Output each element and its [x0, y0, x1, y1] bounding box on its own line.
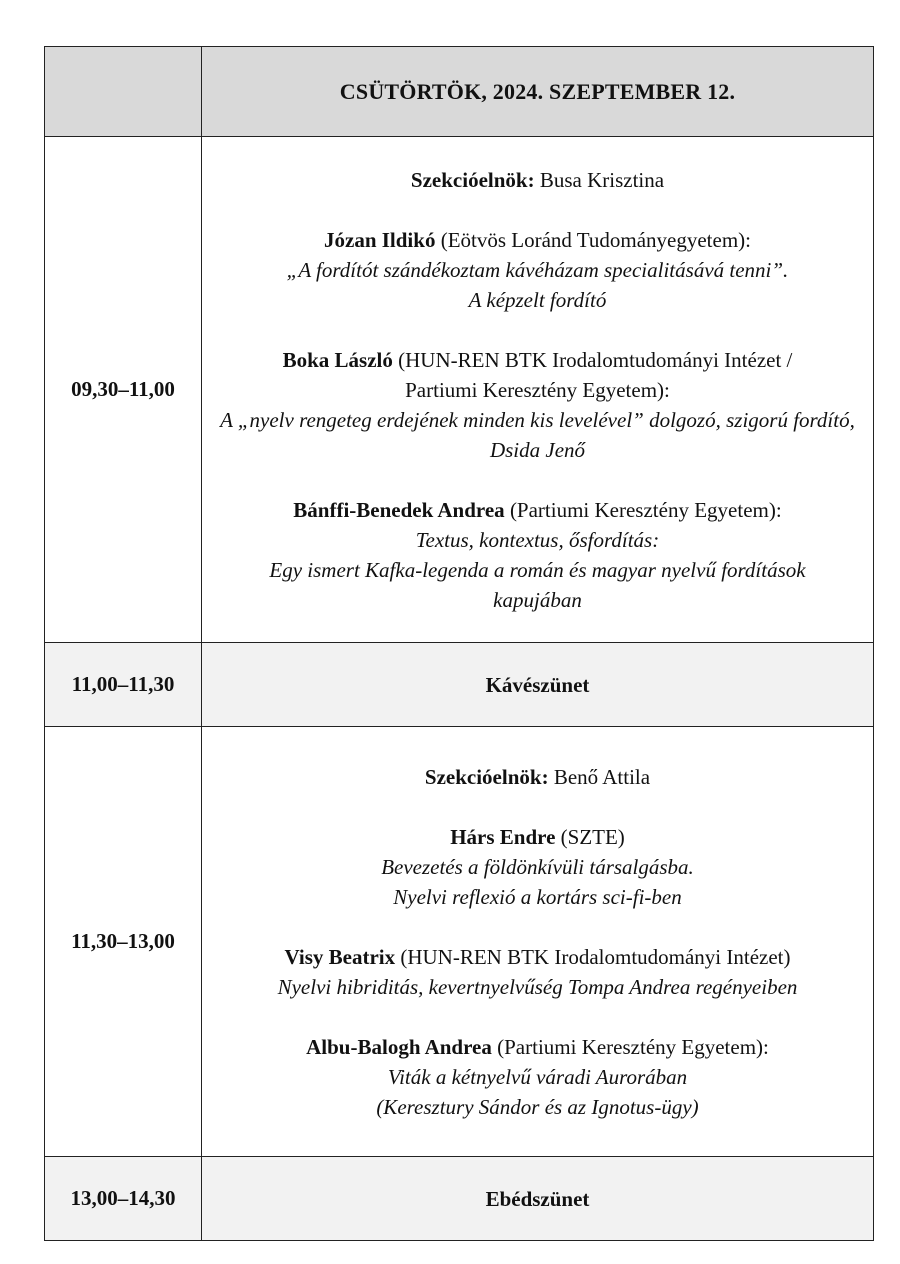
- speaker-name: Bánffi-Benedek Andrea: [293, 497, 505, 522]
- session-time: 11,30–13,00: [45, 727, 202, 1157]
- talk-title: A „nyelv rengeteg erdejének minden kis levelével” dolgozó, szigorú fordító,: [220, 407, 855, 432]
- talk-speaker-line: [202, 225, 873, 255]
- session-content: [202, 727, 874, 1157]
- speaker-name: Visy Beatrix: [284, 944, 396, 969]
- chair-name: Benő Attila: [553, 764, 651, 789]
- speaker-affiliation: (Eötvös Loránd Tudományegyetem):: [440, 227, 751, 252]
- talk: [202, 225, 873, 315]
- break-row: [45, 643, 874, 727]
- talk-title: „A fordítót szándékoztam kávéházam specialitásává tenni”.: [286, 257, 789, 282]
- session-chair: [202, 762, 873, 792]
- speaker-affiliation: (HUN-REN BTK Irodalomtudományi Intézet /: [398, 347, 793, 372]
- day-title: CSÜTÖRTÖK, 2024. SZEPTEMBER 12.: [339, 78, 736, 104]
- speaker-affiliation: Partiumi Keresztény Egyetem):: [405, 377, 670, 402]
- break-label: Kávészünet: [202, 643, 874, 727]
- talk: [202, 822, 873, 912]
- speaker-name: Boka László: [282, 347, 393, 372]
- session-row: [45, 137, 874, 643]
- break-row: [45, 1157, 874, 1241]
- talk: [202, 1032, 873, 1122]
- session-chair: [202, 165, 873, 195]
- talk-title: Textus, kontextus, ősfordítás:: [415, 527, 660, 552]
- chair-label: Szekcióelnök:: [410, 167, 535, 192]
- talk-speaker-line: [202, 822, 873, 852]
- break-label: Ebédszünet: [202, 1157, 874, 1241]
- talk-speaker-line: [202, 495, 873, 525]
- talk-speaker-line: [202, 345, 873, 375]
- session-time: 09,30–11,00: [45, 137, 202, 643]
- talk-title: Dsida Jenő: [489, 437, 586, 462]
- talk-title: Egy ismert Kafka-legenda a román és magyar nyelvű fordítások: [269, 557, 806, 582]
- talk: [202, 495, 873, 615]
- talk-title: Nyelvi hibriditás, kevertnyelvűség Tompa Andrea regényeiben: [277, 974, 798, 999]
- chair-name: Busa Krisztina: [539, 167, 665, 192]
- speaker-name: Józan Ildikó: [324, 227, 436, 252]
- speaker-affiliation: (SZTE): [560, 824, 625, 849]
- talk: [202, 942, 873, 1002]
- break-time: 11,00–11,30: [45, 643, 202, 727]
- speaker-name: Albu-Balogh Andrea: [306, 1034, 492, 1059]
- talk-title: kapujában: [493, 587, 582, 612]
- header-empty-cell: [45, 47, 202, 137]
- talk-title: Viták a kétnyelvű váradi Aurorában: [387, 1064, 688, 1089]
- speaker-affiliation: (Partiumi Keresztény Egyetem):: [497, 1034, 769, 1059]
- talk-speaker-line: [202, 1032, 873, 1062]
- talk: [202, 345, 873, 465]
- talk-title: A képzelt fordító: [468, 287, 607, 312]
- talk-title: (Keresztury Sándor és az Ignotus-ügy): [376, 1094, 699, 1119]
- session-row: [45, 727, 874, 1157]
- talk-speaker-line: [202, 942, 873, 972]
- speaker-name: Hárs Endre: [450, 824, 556, 849]
- header-cell: [202, 47, 874, 137]
- chair-label: Szekcióelnök:: [424, 764, 549, 789]
- program-table: [44, 46, 874, 1241]
- speaker-affiliation: (Partiumi Keresztény Egyetem):: [509, 497, 782, 522]
- speaker-affiliation: (HUN-REN BTK Irodalomtudományi Intézet): [400, 944, 791, 969]
- session-content: [202, 137, 874, 643]
- break-time: 13,00–14,30: [45, 1157, 202, 1241]
- header-row: [45, 47, 874, 137]
- talk-title: Nyelvi reflexió a kortárs sci-fi-ben: [393, 884, 682, 909]
- talk-title: Bevezetés a földönkívüli társalgásba.: [381, 854, 694, 879]
